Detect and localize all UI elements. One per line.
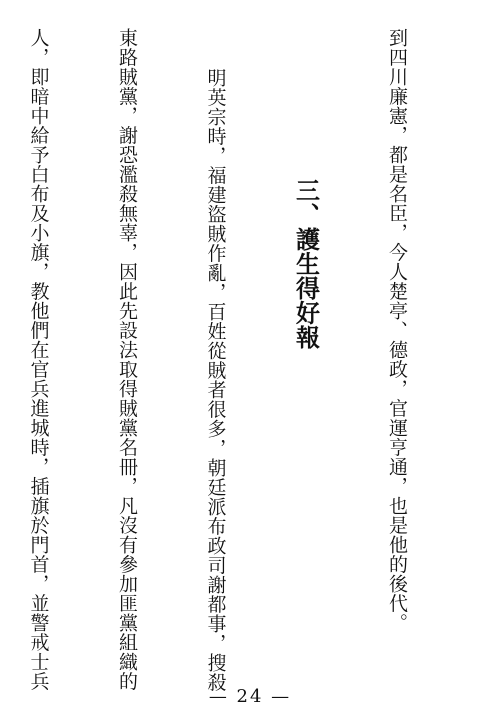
- text-column: 到四川廉憲，都是名臣，今人楚亭、德政，官運亨通，也是他的後代。: [386, 28, 408, 633]
- text-column: 人，即暗中給予白布及小旗，教他們在官兵進城時，插旗於門首，並警戒士兵: [27, 28, 50, 691]
- page-number: — 24 —: [208, 686, 292, 707]
- vertical-text-block: [0, 28, 470, 692]
- text-column: 明英宗時，福建盜賊作亂，百姓從賊者很多，朝廷派布政司謝都事，搜殺: [204, 68, 227, 692]
- text-column: 東路賊黨，謝恐濫殺無辜，因此先設法取得賊黨名冊，凡沒有參加匪黨組織的: [116, 28, 138, 691]
- section-heading: 三、護生得好報: [291, 178, 320, 350]
